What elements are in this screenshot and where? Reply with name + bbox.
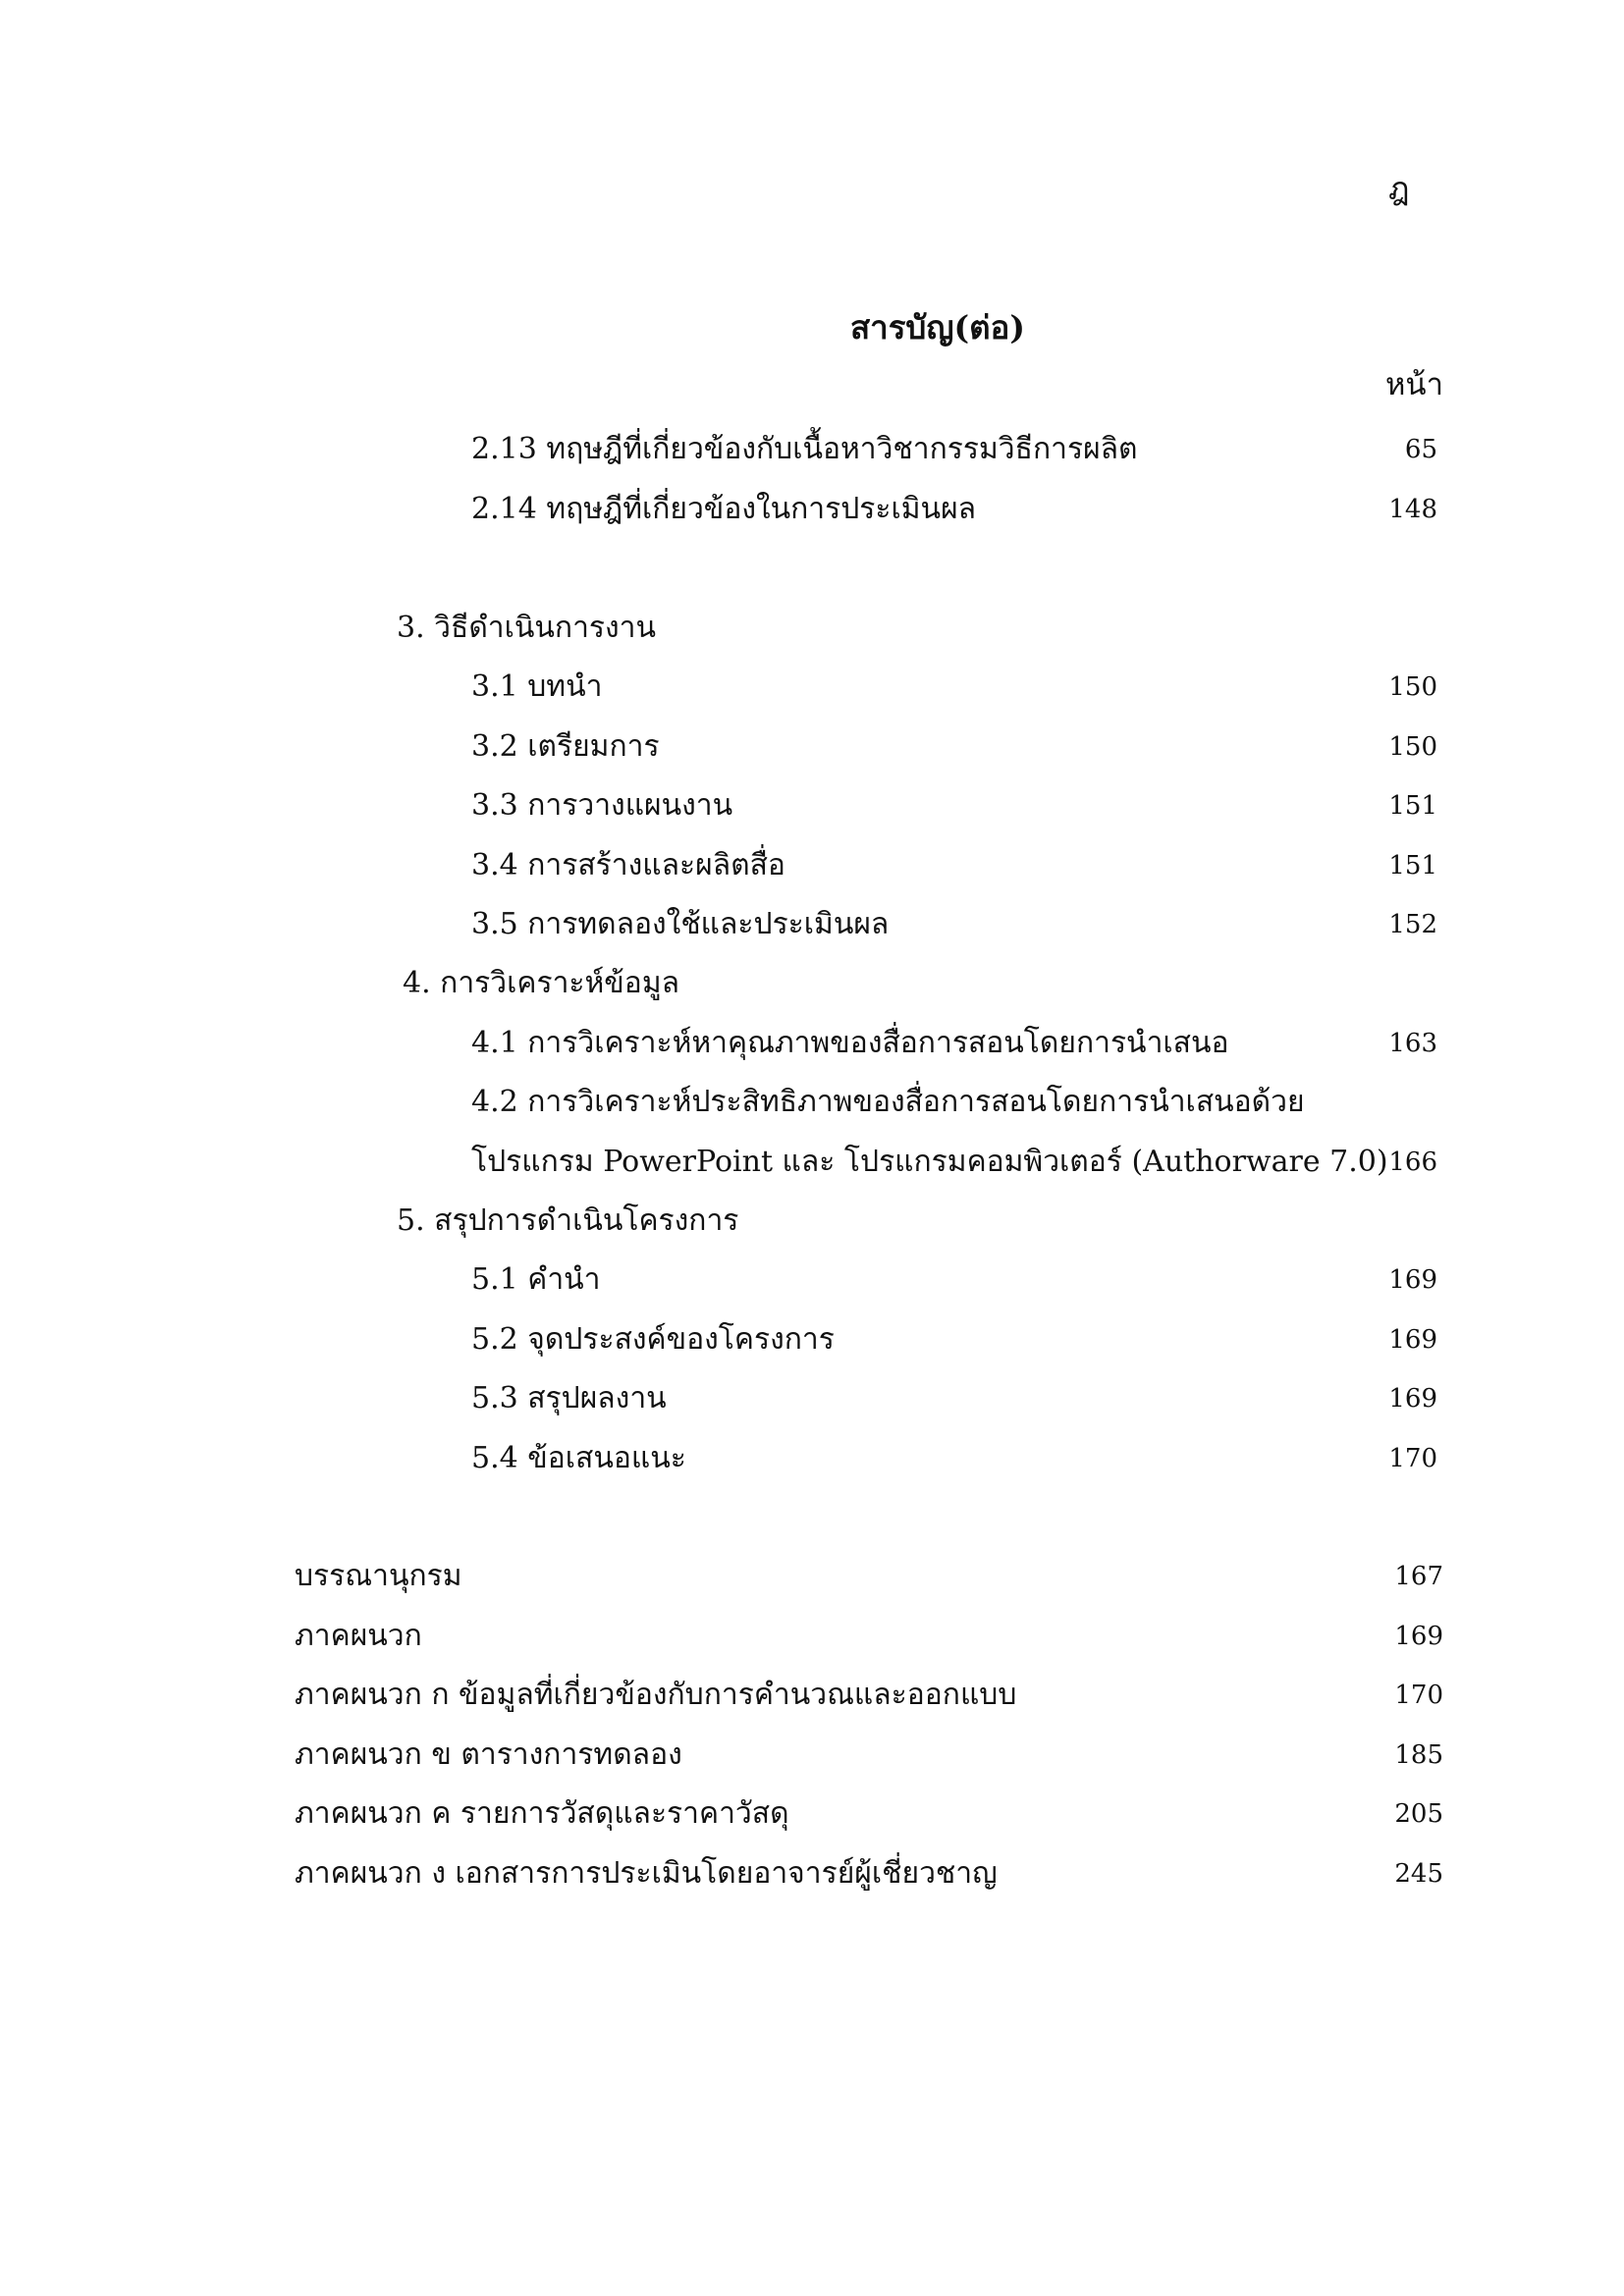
toc-entry-page: 169: [1388, 1325, 1437, 1355]
toc-entry-label: ภาคผนวก ค รายการวัสดุและราคาวัสดุ: [295, 1796, 789, 1831]
toc-entry-label: 4.2 การวิเคราะห์ประสิทธิภาพของสื่อการสอนโดยการนำเสนอด้วย: [471, 1085, 1305, 1119]
toc-entry-page: 151: [1388, 791, 1437, 821]
toc-entry-page: 65: [1404, 435, 1437, 464]
toc-entry-label: 5.4 ข้อเสนอแนะ: [471, 1441, 686, 1475]
toc-entry[interactable]: [0, 428, 1624, 471]
toc-entry-label: 5.3 สรุปผลงาน: [471, 1381, 667, 1415]
toc-entry-page: 150: [1388, 732, 1437, 762]
toc-entry[interactable]: [0, 1318, 1624, 1362]
toc-entry-label: 5.1 คำนำ: [471, 1262, 601, 1297]
page-column-header: หน้า: [1384, 367, 1443, 402]
toc-entry-page: 148: [1388, 495, 1437, 524]
toc-entry-page: 185: [1394, 1740, 1443, 1770]
toc-entry-label: 4. การวิเคราะห์ข้อมูล: [403, 966, 679, 1000]
toc-entry-label: บรรณานุกรม: [295, 1559, 462, 1593]
toc-entry-label: 3.5 การทดลองใช้และประเมินผล: [471, 907, 890, 941]
toc-top-entry[interactable]: [0, 1734, 1624, 1777]
toc-entry-page: 163: [1388, 1029, 1437, 1058]
toc-entry[interactable]: [0, 784, 1624, 828]
toc-entry-label: ภาคผนวก ข ตารางการทดลอง: [295, 1737, 682, 1772]
toc-chapter[interactable]: [0, 962, 1624, 1005]
toc-entry-page: 150: [1388, 672, 1437, 702]
toc-entry-label: ภาคผนวก ก ข้อมูลที่เกี่ยวข้องกับการคำนวณและออกแบบ: [295, 1678, 1017, 1712]
toc-entry-page: 169: [1388, 1265, 1437, 1295]
toc-entry-label: 3.3 การวางแผนงาน: [471, 788, 733, 823]
toc-entry-page: 151: [1388, 851, 1437, 881]
toc-entry-page: 170: [1394, 1681, 1443, 1710]
toc-entry-label: โปรแกรม PowerPoint และ โปรแกรมคอมพิวเตอร์ (Authorware 7.0): [471, 1145, 1388, 1179]
toc-entry-label: ภาคผนวก: [295, 1619, 422, 1653]
toc-entry[interactable]: [0, 666, 1624, 709]
page-title: สารบัญ(ต่อ): [850, 308, 1025, 347]
toc-top-entry[interactable]: [0, 1792, 1624, 1836]
toc-entry-continuation[interactable]: [0, 1141, 1624, 1184]
toc-entry-page: 169: [1388, 1384, 1437, 1414]
toc-entry[interactable]: [0, 903, 1624, 946]
toc-entry-page: 170: [1388, 1444, 1437, 1473]
toc-top-entry[interactable]: [0, 1674, 1624, 1717]
toc-entry-label: 2.14 ทฤษฎีที่เกี่ยวข้องในการประเมินผล: [471, 492, 977, 526]
toc-entry-page: 167: [1394, 1562, 1443, 1591]
toc-entry[interactable]: [0, 1081, 1624, 1124]
toc-chapter[interactable]: [0, 1200, 1624, 1243]
toc-entry[interactable]: [0, 844, 1624, 887]
toc-entry[interactable]: [0, 1258, 1624, 1302]
toc-entry-label: 3.1 บทนำ: [471, 669, 603, 704]
toc-entry-page: 245: [1394, 1859, 1443, 1889]
toc-entry-label: 5. สรุปการดำเนินโครงการ: [397, 1203, 739, 1238]
toc-entry-page: 166: [1388, 1148, 1437, 1177]
toc-entry[interactable]: [0, 488, 1624, 531]
toc-entry-page: 152: [1388, 910, 1437, 939]
toc-entry-label: 3.4 การสร้างและผลิตสื่อ: [471, 848, 785, 882]
toc-entry[interactable]: [0, 1022, 1624, 1065]
toc-entry[interactable]: [0, 1437, 1624, 1480]
toc-chapter[interactable]: [0, 607, 1624, 650]
toc-entry-label: 4.1 การวิเคราะห์หาคุณภาพของสื่อการสอนโดยการนำเสนอ: [471, 1026, 1229, 1060]
toc-entry-label: 3. วิธีดำเนินการงาน: [397, 611, 657, 645]
page-number-letter: ฎ: [1388, 170, 1410, 207]
toc-top-entry[interactable]: [0, 1615, 1624, 1658]
toc-top-entry[interactable]: [0, 1555, 1624, 1598]
toc-entry-label: 2.13 ทฤษฎีที่เกี่ยวข้องกับเนื้อหาวิชากรรมวิธีการผลิต: [471, 432, 1138, 466]
toc-entry[interactable]: [0, 725, 1624, 769]
toc-top-entry[interactable]: [0, 1852, 1624, 1896]
toc-entry-page: 205: [1394, 1799, 1443, 1829]
toc-entry[interactable]: [0, 1377, 1624, 1420]
toc-entry-label: 5.2 จุดประสงค์ของโครงการ: [471, 1322, 835, 1357]
toc-entry-page: 169: [1394, 1622, 1443, 1651]
toc-entry-label: 3.2 เตรียมการ: [471, 729, 660, 764]
toc-entry-label: ภาคผนวก ง เอกสารการประเมินโดยอาจารย์ผู้เชี่ยวชาญ: [295, 1856, 998, 1891]
